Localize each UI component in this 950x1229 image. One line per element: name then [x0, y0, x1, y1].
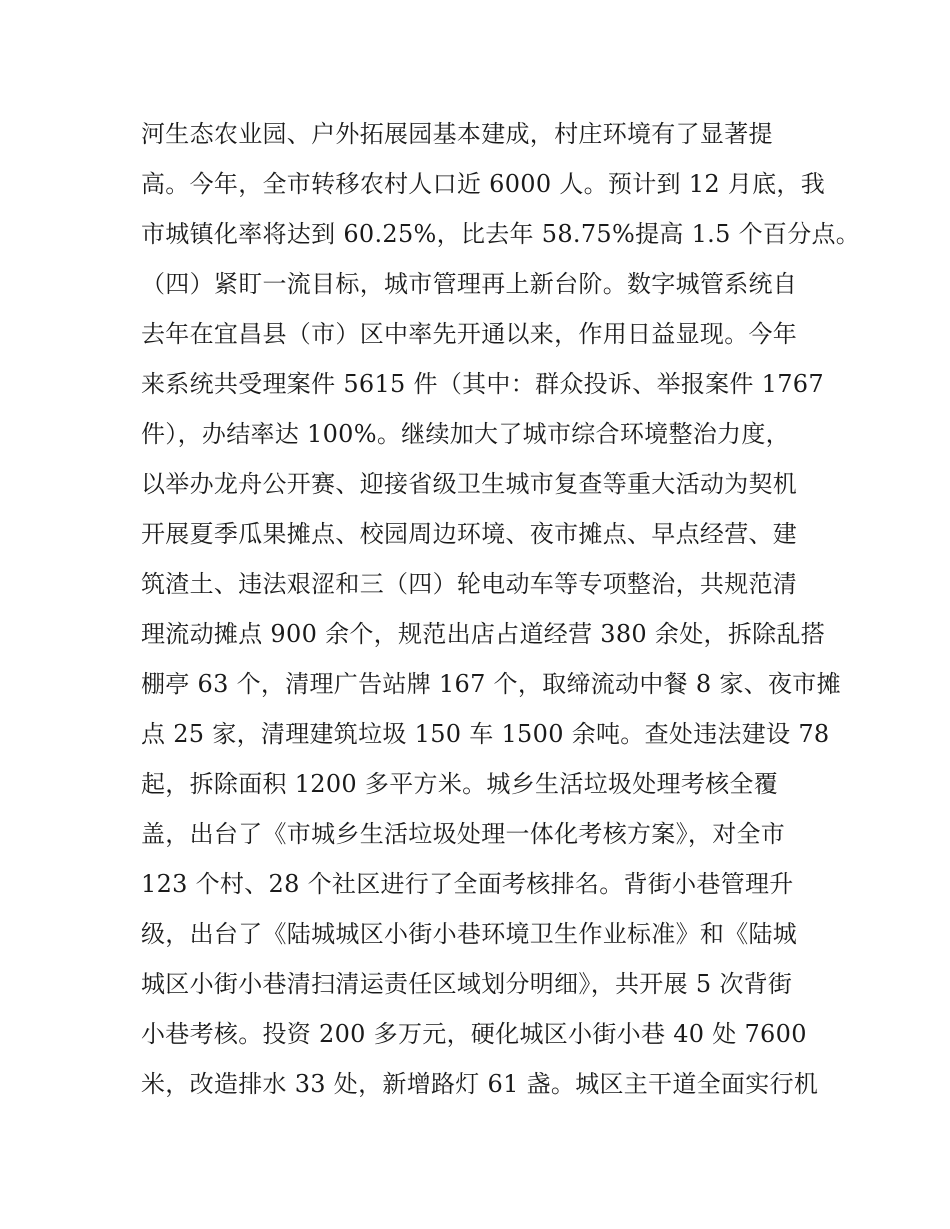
text-line: 起，拆除面积 1200 多平方米。城乡生活垃圾处理考核全覆 [141, 770, 779, 798]
text-line: 件），办结率达 100%。继续加大了城市综合环境整治力度， [141, 420, 790, 448]
text-line: 河生态农业园、户外拓展园基本建成，村庄环境有了显著提 [141, 120, 773, 148]
text-line: 筑渣土、违法艰涩和三（四）轮电动车等专项整治，共规范清 [141, 570, 798, 598]
text-line: 去年在宜昌县（市）区中率先开通以来，作用日益显现。今年 [141, 320, 798, 348]
text-line: 点 25 家，清理建筑垃圾 150 车 1500 余吨。查处违法建设 78 [141, 720, 830, 748]
text-line: 棚亭 63 个，清理广告站牌 167 个，取缔流动中餐 8 家、夜市摊 [141, 670, 841, 698]
text-line: 市城镇化率将达到 60.25%，比去年 58.75%提高 1.5 个百分点。 [141, 220, 861, 248]
text-line: 级，出台了《陆城城区小街小巷环境卫生作业标准》和《陆城 [141, 920, 798, 948]
text-line: 来系统共受理案件 5615 件（其中：群众投诉、举报案件 1767 [141, 370, 824, 398]
text-line: 以举办龙舟公开赛、迎接省级卫生城市复查等重大活动为契机 [141, 470, 798, 498]
text-line: 123 个村、28 个社区进行了全面考核排名。背街小巷管理升 [141, 870, 794, 898]
text-line: （四）紧盯一流目标，城市管理再上新台阶。数字城管系统自 [141, 270, 798, 298]
text-line: 城区小街小巷清扫清运责任区域划分明细》，共开展 5 次背街 [141, 970, 793, 998]
body-text [141, 109, 861, 1109]
text-line: 盖，出台了《市城乡生活垃圾处理一体化考核方案》，对全市 [141, 820, 786, 848]
text-line: 理流动摊点 900 余个，规范出店占道经营 380 余处，拆除乱搭 [141, 620, 826, 648]
text-line: 高。今年，全市转移农村人口近 6000 人。预计到 12 月底，我 [141, 170, 826, 198]
text-line: 开展夏季瓜果摊点、校园周边环境、夜市摊点、早点经营、建 [141, 520, 798, 548]
text-line: 米，改造排水 33 处，新增路灯 61 盏。城区主干道全面实行机 [141, 1070, 819, 1098]
text-line: 小巷考核。投资 200 多万元，硬化城区小街小巷 40 处 7600 [141, 1020, 807, 1048]
